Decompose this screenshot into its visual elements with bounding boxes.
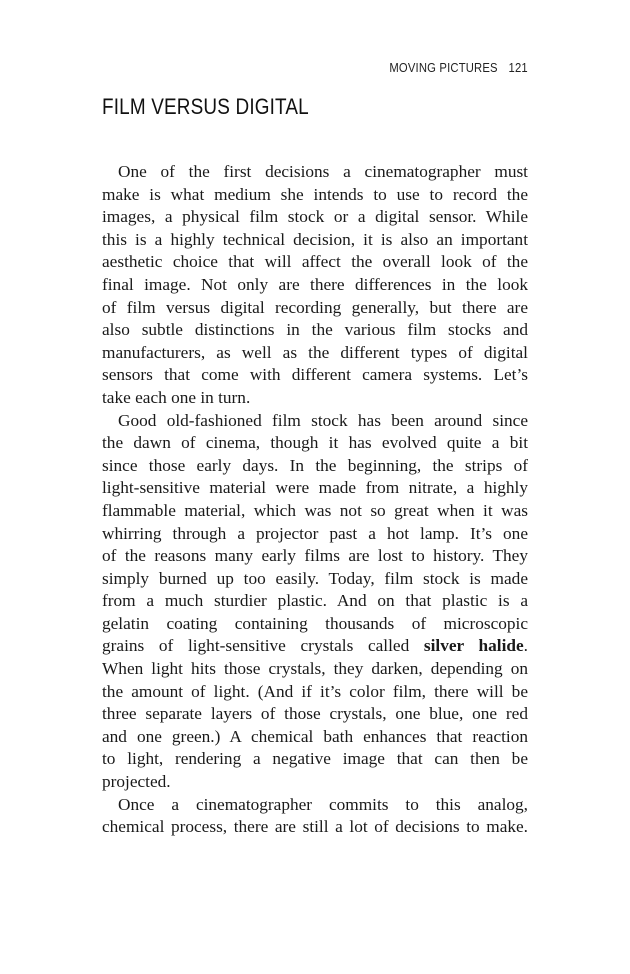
text-line: of film versus digital recording generally, but there are [102,297,528,317]
page-number: 121 [508,61,528,75]
text-line: images, a physical film stock or a digital sensor. While [102,207,528,227]
text-line: manufacturers, as well as the different types of digital [102,342,528,362]
text-line: sensors that come with different camera systems. Let’s [102,365,528,385]
text-line: One of the first decisions a cinematographer must [118,162,528,181]
text-line: gelatin coating containing thousands of microscopic [102,613,528,633]
text-fragment: . [523,636,528,656]
text-line: Once a cinematographer commits to this analog, [118,794,528,814]
running-head [390,61,528,75]
section-heading: FILM VERSUS DIGITAL [102,94,309,119]
text-line: three separate layers of those crystals, one blue, one red [102,704,528,724]
text-line: chemical process, there are still a lot of decisions to make. [102,817,528,837]
text-line: the amount of light. (And if it’s color film, there will be [102,681,528,701]
text-line: take each one in turn. [102,387,251,407]
text-line: aesthetic choice that will affect the overall look of the [102,252,528,272]
text-line: make is what medium she intends to use to record the [102,184,528,204]
body-text [102,161,528,839]
text-line: simply burned up too easily. Today, film stock is made [102,568,528,588]
text-line: from a much sturdier plastic. And on that plastic is a [102,591,528,611]
paragraph [102,794,528,839]
text-line: and one green.) A chemical bath enhances that reaction [102,726,528,746]
paragraph [102,161,528,410]
running-head-title: MOVING PICTURES [389,61,498,75]
bold-term: silver halide [423,636,524,656]
text-line: When light hits those crystals, they darken, depending on [102,659,528,679]
text-line: flammable material, which was not so great when it was [102,500,528,520]
text-line: this is a highly technical decision, it is also an important [102,229,528,249]
text-line: final image. Not only are there differences in the look [102,274,528,294]
text-line: since those early days. In the beginning, the strips of [102,455,528,475]
text-line: to light, rendering a negative image that can then be [102,749,528,769]
text-line: of the reasons many early films are lost to history. They [102,546,528,566]
text-line: Good old-fashioned film stock has been around since [118,410,528,430]
text-fragment: grains of light-sensitive crystals called [102,636,424,656]
text-line-with-term [102,635,528,658]
text-line: whirring through a projector past a hot lamp. It’s one [102,523,528,543]
text-line: projected. [102,772,171,792]
paragraph [102,410,528,794]
text-line: light-sensitive material were made from nitrate, a highly [102,478,528,498]
text-line: the dawn of cinema, though it has evolved quite a bit [102,433,528,453]
text-line: also subtle distinctions in the various film stocks and [102,320,528,340]
